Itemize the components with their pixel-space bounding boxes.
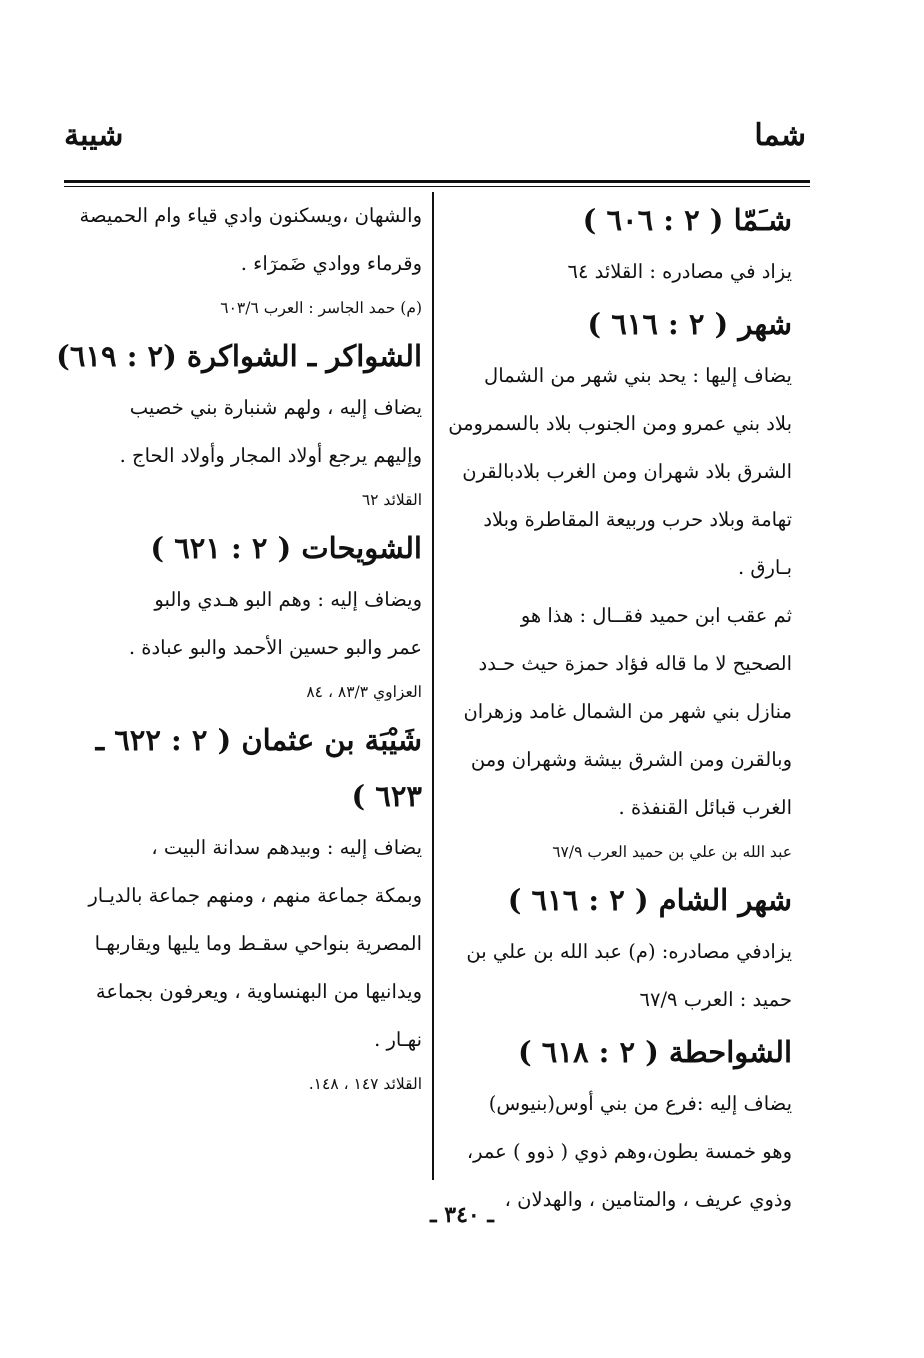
entry-heading: الشواحطة ( ٢ : ٦١٨ ) — [517, 1035, 792, 1069]
body-text-line: وذوي عريف ، والمتامين ، والهدلان ، — [504, 1188, 792, 1211]
body-text-line: وإليهم يرجع أولاد المجار وأولاد الحاج . — [119, 444, 422, 467]
body-text-line: وبمكة جماعة منهم ، ومنهم جماعة بالديـار — [88, 884, 422, 907]
body-text-line: الصحيح لا ما قاله فؤاد حمزة حيث حـدد — [478, 652, 792, 675]
source-reference: القلائد ٦٢ — [361, 491, 422, 509]
body-text-line: وبالقرن ومن الشرق بيشة وشهران ومن — [470, 748, 792, 771]
body-text-line: يضاف إليه ، ولهم شنبارة بني خصيب — [129, 396, 422, 419]
body-text-line: يزاد في مصادره : القلائد ٦٤ — [567, 260, 792, 283]
source-reference: القلائد ١٤٧ ، ١٤٨. — [308, 1075, 422, 1093]
body-text-line: منازل بني شهر من الشمال غامد وزهران — [463, 700, 792, 723]
body-text-line: والشهان ،ويسكنون وادي قياء وام الحميصة — [79, 204, 422, 227]
body-text-line: ويدانيها من البهنساوية ، ويعرفون بجماعة — [95, 980, 422, 1003]
left-column — [56, 192, 422, 1104]
body-text-line: يضاف إليه : وبيدهم سدانة البيت ، — [151, 836, 422, 859]
header-rule-thin — [64, 186, 810, 187]
page-number: ـ ٣٤٠ ـ — [430, 1202, 494, 1228]
entry-heading: شهر ( ٢ : ٦١٦ ) — [587, 307, 792, 341]
entry-heading: الشويحات ( ٢ : ٦٢١ ) — [150, 531, 422, 565]
entry-heading: شـَمّا ( ٢ : ٦٠٦ ) — [582, 203, 792, 237]
body-text-line: حميد : العرب ٦٧/٩ — [639, 988, 792, 1011]
body-text-line: يزادفي مصادره: (م) عبد الله بن علي بن — [466, 940, 792, 963]
body-text-line: نهـار . — [374, 1028, 422, 1051]
entry-heading: ٦٢٣ ) — [351, 779, 422, 813]
body-text-line: الغرب قبائل القنفذة . — [618, 796, 792, 819]
running-head-left: شيبة — [64, 118, 124, 153]
body-text-line: تهامة وبلاد حرب وربيعة المقاطرة وبلاد — [483, 508, 792, 531]
body-text-line: يضاف إليه :فرع من بني أوس(بنيوس) — [488, 1092, 792, 1115]
source-reference: العزاوي ٨٣/٣ ، ٨٤ — [306, 683, 422, 701]
running-head-right: شما — [754, 118, 806, 153]
body-text-line: بـارق . — [737, 556, 792, 579]
entry-heading: شَيْبَة بن عثمان ( ٢ : ٦٢٢ ـ — [95, 723, 422, 757]
header-rule-thick — [64, 180, 810, 183]
entry-heading: الشواكر ـ الشواكرة (٢ : ٦١٩) — [56, 339, 422, 373]
body-text-line: يضاف إليها : يحد بني شهر من الشمال — [484, 364, 792, 387]
body-text-line: بلاد بني عمرو ومن الجنوب بلاد بالسمرومن — [448, 412, 792, 435]
body-text-line: ويضاف إليه : وهم البو هـدي والبو — [154, 588, 422, 611]
body-text-line: الشرق بلاد شهران ومن الغرب بلادبالقرن — [462, 460, 792, 483]
right-column — [444, 192, 792, 1224]
body-text-line: وهو خمسة بطون،وهم ذوي ( ذوو ) عمر، — [466, 1140, 792, 1163]
source-reference: عبد الله بن علي بن حميد العرب ٦٧/٩ — [552, 843, 792, 861]
body-text-line: عمر والبو حسين الأحمد والبو عبادة . — [128, 636, 422, 659]
body-text-line: المصرية بنواحي سقـط وما يليها ويقاربهـا — [94, 932, 422, 955]
source-reference: (م) حمد الجاسر : العرب ٦٠٣/٦ — [220, 299, 422, 317]
column-divider — [432, 192, 434, 1180]
entry-heading: شهر الشام ( ٢ : ٦١٦ ) — [507, 883, 792, 917]
body-text-line: وقرماء ووادي ضَمرٓاء . — [240, 252, 422, 275]
body-text-line: ثم عقب ابن حميد فقــال : هذا هو — [520, 604, 792, 627]
